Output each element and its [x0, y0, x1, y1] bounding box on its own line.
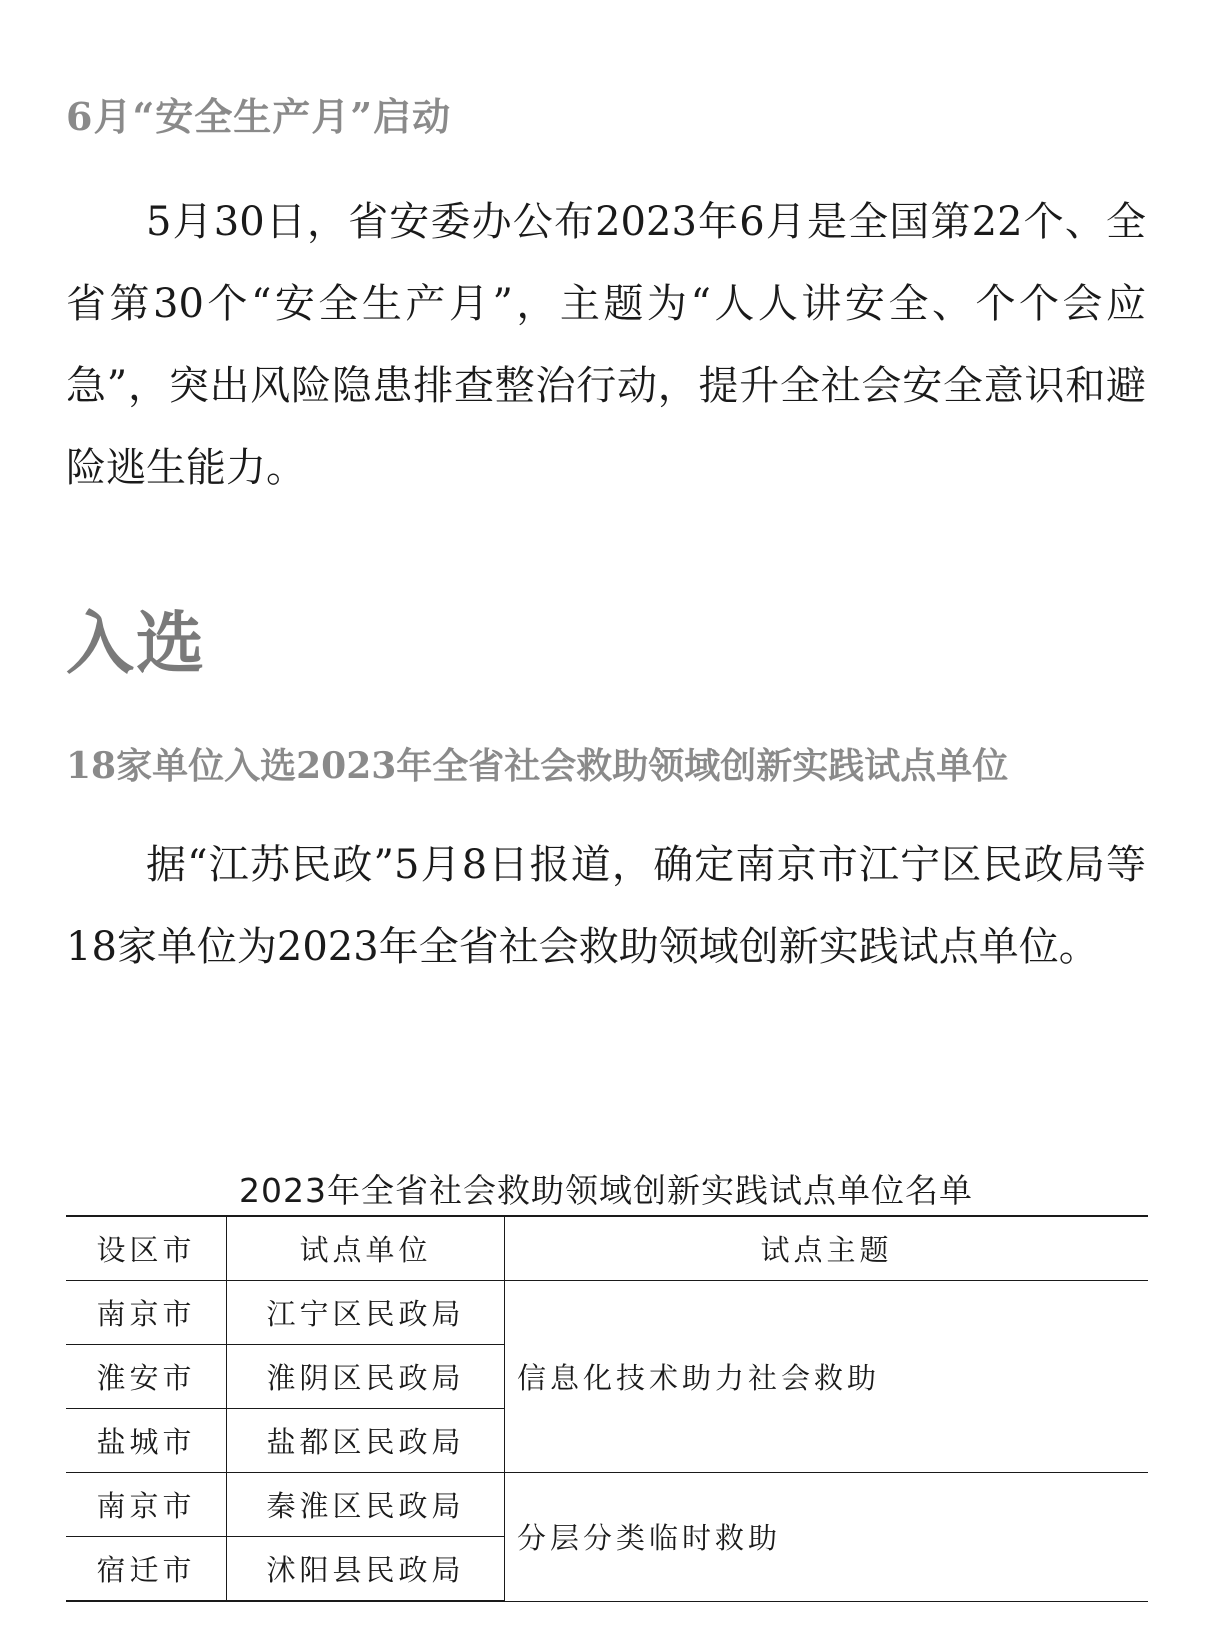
table-row: [66, 1281, 1148, 1345]
unit-cell: 秦淮区民政局: [227, 1473, 505, 1537]
header-unit: 试点单位: [227, 1216, 505, 1281]
header-city: 设区市: [66, 1216, 227, 1281]
safety-month-paragraph: 5月30日，省安委办公布2023年6月是全国第22个、全省第30个“安全生产月”，主题为“人人讲安全、个个会应急”，突出风险隐患排查整治行动，提升全社会安全意识和避险逃生能力。: [66, 199, 1146, 491]
theme-cell: 分层分类临时救助: [505, 1473, 1149, 1602]
city-cell: 南京市: [66, 1473, 227, 1537]
unit-cell: 盐都区民政局: [227, 1409, 505, 1473]
section-title-selection: 入选: [66, 605, 207, 684]
pilot-units-table: [66, 1215, 1148, 1602]
pilot-units-heading: 18家单位入选2023年全省社会救助领域创新实践试点单位: [66, 745, 1009, 787]
unit-cell: 淮阴区民政局: [227, 1345, 505, 1409]
safety-month-heading: 6月“安全生产月”启动: [66, 94, 452, 139]
city-cell: 盐城市: [66, 1409, 227, 1473]
table-caption: 2023年全省社会救助领域创新实践试点单位名单: [239, 1171, 973, 1210]
pilot-units-paragraph: 据“江苏民政”5月8日报道，确定南京市江宁区民政局等18家单位为2023年全省社会救助领域创新实践试点单位。: [66, 842, 1146, 970]
header-theme: 试点主题: [505, 1216, 1149, 1281]
city-cell: 南京市: [66, 1281, 227, 1345]
theme-cell: 信息化技术助力社会救助: [505, 1281, 1149, 1473]
table-header-row: [66, 1216, 1148, 1281]
unit-cell: 沭阳县民政局: [227, 1537, 505, 1602]
city-cell: 宿迁市: [66, 1537, 227, 1602]
city-cell: 淮安市: [66, 1345, 227, 1409]
table-row: [66, 1473, 1148, 1537]
unit-cell: 江宁区民政局: [227, 1281, 505, 1345]
